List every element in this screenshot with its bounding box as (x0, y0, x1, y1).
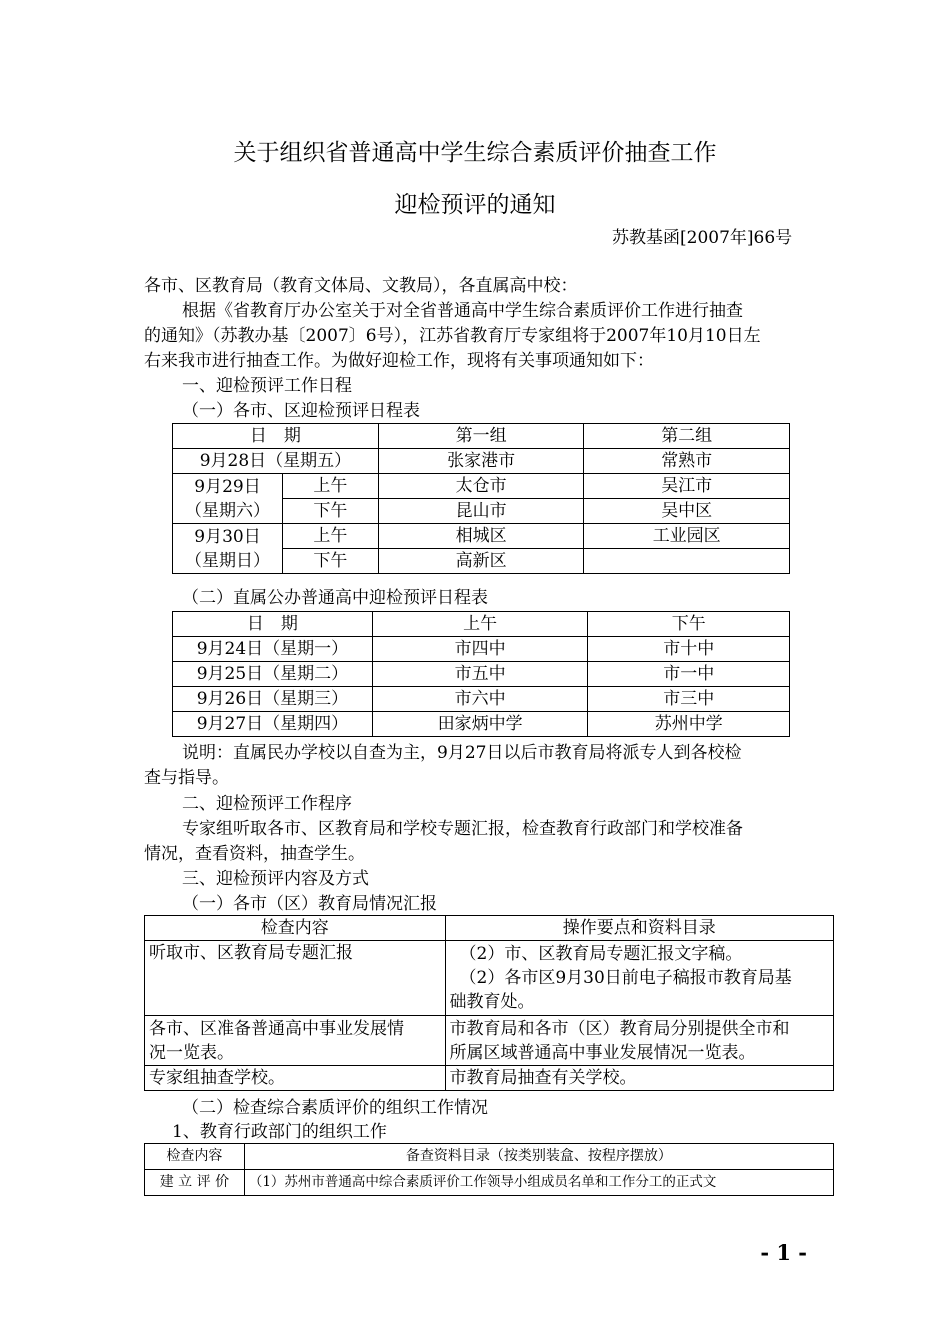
date-cell: 9月25日（星期二） (173, 662, 373, 687)
header-group2: 第二组 (584, 424, 790, 449)
title-line1: 关于组织省普通高中学生综合素质评价抽查工作 (233, 140, 717, 166)
afternoon-cell: 市一中 (588, 662, 790, 687)
half-day-cell: 下午 (282, 499, 378, 524)
date-cell: 9月26日（星期三） (173, 687, 373, 712)
date-cell: 9月27日（星期四） (173, 712, 373, 737)
section1-heading: 一、迎检预评工作日程 (182, 376, 352, 396)
date-cell: 9月28日（星期五） (173, 449, 379, 474)
group1-cell: 相城区 (378, 524, 584, 549)
procedure-line1: 专家组听取各市、区教育局和学校专题汇报，检查教育行政部门和学校准备 (182, 819, 743, 839)
date-cell: 9月29日 （星期六） (173, 474, 283, 524)
header-afternoon: 下午 (588, 612, 790, 637)
group1-cell: 昆山市 (378, 499, 584, 524)
group1-cell: 张家港市 (378, 449, 584, 474)
header-group1: 第一组 (378, 424, 584, 449)
table-row (145, 1170, 834, 1196)
table-row (173, 712, 790, 737)
doc-number: 苏教基函[2007年]66号 (612, 228, 793, 248)
content-cell: 建 立 评 价 (145, 1170, 245, 1196)
header-morning: 上午 (372, 612, 588, 637)
sub1-heading: （一）各市、区迎检预评日程表 (182, 401, 420, 421)
inspection-table (144, 915, 834, 1091)
intro-line1: 根据《省教育厅办公室关于对全省普通高中学生综合素质评价工作进行抽查 (182, 301, 743, 321)
table-header-row (173, 612, 790, 637)
table-header-row (145, 1144, 834, 1170)
admin-checklist-table (144, 1143, 834, 1196)
header-date: 日 期 (173, 424, 379, 449)
intro-line3: 右来我市进行抽查工作。为做好迎检工作，现将有关事项通知如下： (144, 351, 654, 371)
table-row (145, 1016, 834, 1066)
operations-cell: 市教育局和各市（区）教育局分别提供全市和 所属区域普通高中事业发展情况一览表。 (445, 1016, 834, 1066)
table-row (173, 474, 790, 499)
addressee: 各市、区教育局（教育文体局、文教局），各直属高中校： (144, 276, 578, 296)
sub4-heading: （二）检查综合素质评价的组织工作情况 (182, 1098, 488, 1118)
content-cell: 专家组抽查学校。 (145, 1066, 446, 1091)
page-number: - 1 - (760, 1240, 807, 1265)
half-day-cell: 下午 (282, 549, 378, 574)
group2-cell: 吴中区 (584, 499, 790, 524)
morning-cell: 市五中 (372, 662, 588, 687)
date-cell: 9月24日（星期一） (173, 637, 373, 662)
operations-cell: 市教育局抽查有关学校。 (445, 1066, 834, 1091)
content-cell: 听取市、区教育局专题汇报 (145, 941, 446, 1016)
table-row (145, 941, 834, 1016)
group2-cell (584, 549, 790, 574)
header-materials: 备查资料目录（按类别装盒、按程序摆放） (244, 1144, 833, 1170)
note-line2: 查与指导。 (144, 768, 229, 788)
table-header-row (145, 916, 834, 941)
table-row (173, 637, 790, 662)
section2-heading: 二、迎检预评工作程序 (182, 794, 352, 814)
note-line1: 说明：直属民办学校以自查为主，9月27日以后市教育局将派专人到各校检 (182, 743, 742, 763)
afternoon-cell: 市三中 (588, 687, 790, 712)
table-row (173, 687, 790, 712)
schedule-table-districts (172, 423, 790, 574)
afternoon-cell: 市十中 (588, 637, 790, 662)
table-row (173, 524, 790, 549)
afternoon-cell: 苏州中学 (588, 712, 790, 737)
morning-cell: 田家炳中学 (372, 712, 588, 737)
section3-heading: 三、迎检预评内容及方式 (182, 869, 369, 889)
sub3-heading: （一）各市（区）教育局情况汇报 (182, 894, 437, 914)
intro-line2: 的通知》（苏教办基〔2007〕6号），江苏省教育厅专家组将于2007年10月10日左 (144, 326, 761, 346)
procedure-line2: 情况，查看资料，抽查学生。 (144, 844, 365, 864)
header-date: 日 期 (173, 612, 373, 637)
table-row (145, 1066, 834, 1091)
schedule-table-schools (172, 611, 790, 737)
group2-cell: 常熟市 (584, 449, 790, 474)
title-line2: 迎检预评的通知 (394, 192, 556, 218)
table-header-row (173, 424, 790, 449)
sub2-heading: （二）直属公办普通高中迎检预评日程表 (182, 588, 488, 608)
header-operations: 操作要点和资料目录 (445, 916, 834, 941)
content-cell: 各市、区准备普通高中事业发展情 况一览表。 (145, 1016, 446, 1066)
materials-cell: （1）苏州市普通高中综合素质评价工作领导小组成员名单和工作分工的正式文 (244, 1170, 833, 1196)
table-row (173, 449, 790, 474)
group1-cell: 高新区 (378, 549, 584, 574)
sub5-heading: 1、教育行政部门的组织工作 (172, 1122, 387, 1142)
table-row (173, 662, 790, 687)
group2-cell: 工业园区 (584, 524, 790, 549)
half-day-cell: 上午 (282, 524, 378, 549)
group1-cell: 太仓市 (378, 474, 584, 499)
date-cell: 9月30日 （星期日） (173, 524, 283, 574)
header-content: 检查内容 (145, 916, 446, 941)
half-day-cell: 上午 (282, 474, 378, 499)
morning-cell: 市六中 (372, 687, 588, 712)
morning-cell: 市四中 (372, 637, 588, 662)
header-content: 检查内容 (145, 1144, 245, 1170)
operations-cell: （2）市、区教育局专题汇报文字稿。 （2）各市区9月30日前电子稿报市教育局基 础教育处。 (445, 941, 834, 1016)
group2-cell: 吴江市 (584, 474, 790, 499)
